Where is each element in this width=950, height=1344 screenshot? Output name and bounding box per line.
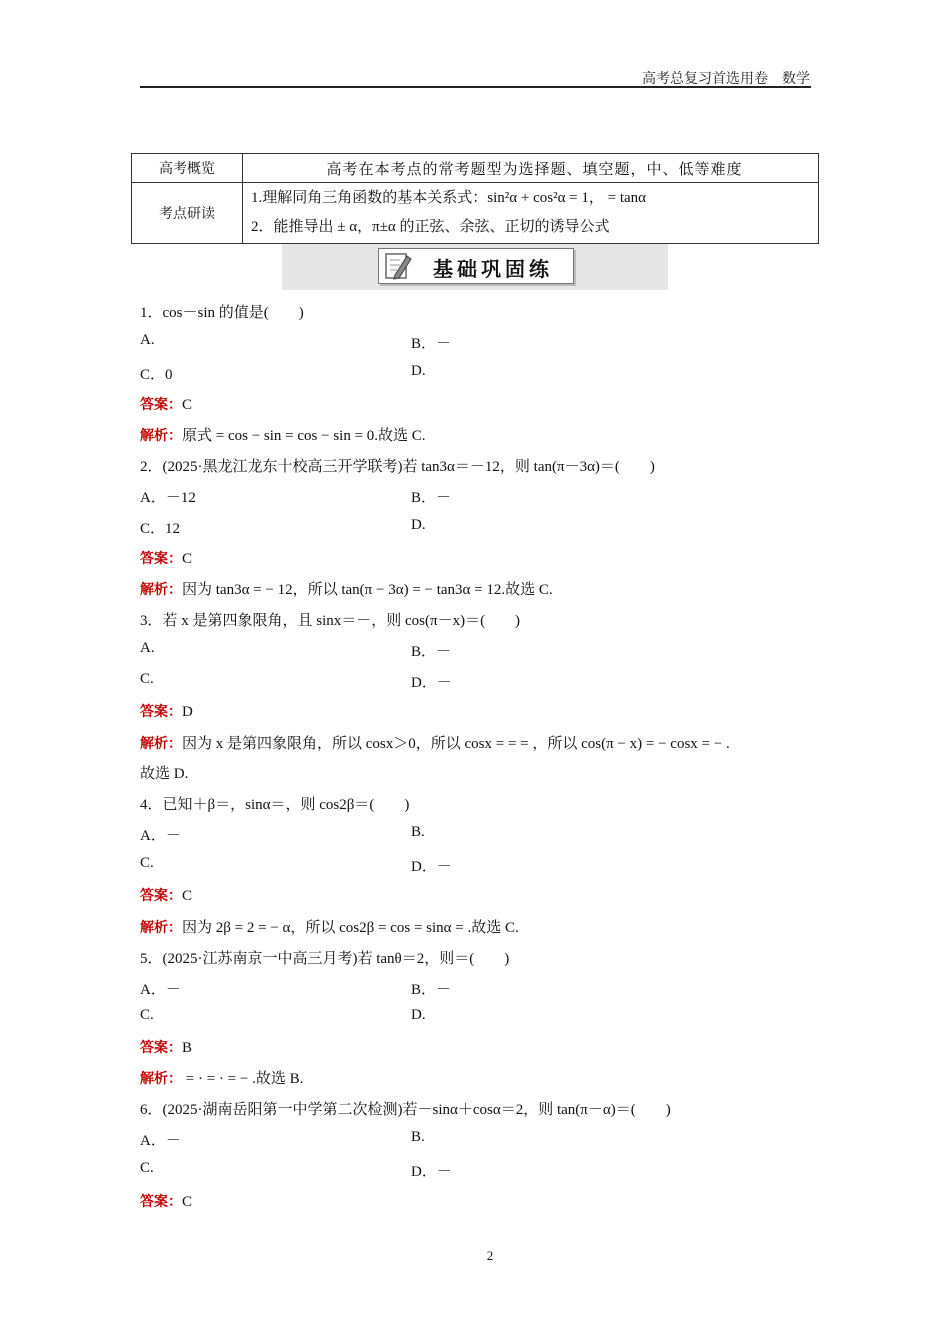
- question-5-answer: [140, 1037, 192, 1057]
- answer-value: C: [182, 397, 193, 413]
- overview-label-gaikao: 高考概览: [132, 154, 243, 183]
- answer-label: 答案：: [140, 888, 182, 904]
- section-banner: [282, 244, 668, 290]
- question-1-option-c: C．0: [140, 367, 173, 383]
- question-4-option-b: B.: [411, 824, 425, 840]
- question-6-option-a: A．－: [140, 1133, 181, 1149]
- header-rule: [140, 86, 811, 88]
- question-1-option-b: B．－: [411, 336, 452, 352]
- answer-label: 答案：: [140, 551, 182, 567]
- answer-value: C: [182, 1194, 193, 1210]
- answer-value: C: [182, 888, 193, 904]
- question-1-stem: 1．cos－sin 的值是( ): [140, 305, 304, 321]
- analysis-label: 解析：: [140, 920, 182, 936]
- analysis-label: 解析：: [140, 428, 182, 444]
- question-3-option-d: D．－: [411, 675, 452, 691]
- question-3-answer: [140, 701, 193, 721]
- pencil-note-icon: [383, 251, 413, 281]
- question-4-option-d: D．－: [411, 859, 452, 875]
- answer-value: D: [182, 704, 193, 720]
- overview-text-gaikao: 高考在本考点的常考题型为选择题、填空题，中、低等难度: [243, 154, 819, 183]
- question-3-option-c: C.: [140, 671, 154, 687]
- page-number: 2: [486, 1248, 494, 1263]
- question-1-option-d: D.: [411, 363, 426, 379]
- question-6-answer: [140, 1191, 192, 1211]
- question-6-option-d: D．－: [411, 1164, 452, 1180]
- question-5-option-d: D.: [411, 1007, 426, 1023]
- question-6-stem: 6．(2025·湖南岳阳第一中学第二次检测)若－sinα＋cosα＝2，则 tan(π－α)＝( ): [140, 1102, 671, 1118]
- analysis-label: 解析：: [140, 1071, 182, 1087]
- overview-label-kaodian: 考点研读: [132, 183, 243, 244]
- question-6-option-c: C.: [140, 1160, 154, 1176]
- answer-label: 答案：: [140, 1040, 182, 1056]
- question-2-option-c: C．12: [140, 521, 181, 537]
- answer-label: 答案：: [140, 704, 182, 720]
- analysis-label: 解析：: [140, 736, 182, 752]
- question-1-option-a: A.: [140, 332, 155, 348]
- question-3-analysis: [140, 732, 730, 753]
- header-title: 高考总复习首选用卷 数学: [642, 72, 810, 87]
- overview-line-1: 1.理解同角三角函数的基本关系式：sin²α + cos²α = 1， = tanα: [251, 190, 647, 206]
- question-4-stem: 4．已知＋β＝，sinα＝，则 cos2β＝( ): [140, 797, 410, 813]
- question-4-analysis: [140, 916, 519, 937]
- question-4-option-a: A．－: [140, 828, 181, 844]
- question-2-answer: [140, 548, 192, 568]
- question-1-analysis: [140, 424, 426, 445]
- answer-label: 答案：: [140, 397, 182, 413]
- question-2-stem: 2．(2025·黑龙江龙东十校高三开学联考)若 tan3α＝－12，则 tan(π－3α)＝( ): [140, 459, 655, 475]
- question-5-option-a: A．－: [140, 982, 181, 998]
- question-4-option-c: C.: [140, 855, 154, 871]
- question-3-analysis-cont: 故选 D.: [140, 766, 189, 782]
- question-3-stem: 3．若 x 是第四象限角，且 sinx＝－，则 cos(π－x)＝( ): [140, 613, 521, 629]
- overview-table: [131, 153, 819, 244]
- question-5-option-c: C.: [140, 1007, 154, 1023]
- analysis-text: 因为 2β = 2 = − α，所以 cos2β = cos = sinα = .故选 C.: [182, 920, 519, 936]
- banner-box: [378, 248, 574, 284]
- question-1-answer: [140, 394, 192, 414]
- question-5-stem: 5．(2025·江苏南京一中高三月考)若 tanθ＝2，则＝( ): [140, 951, 510, 967]
- question-3-option-b: B．－: [411, 644, 452, 660]
- analysis-text: 原式 = cos − sin = cos − sin = 0.故选 C.: [182, 428, 426, 444]
- banner-title: 基础巩固练: [433, 257, 553, 281]
- answer-label: 答案：: [140, 1194, 182, 1210]
- analysis-text: = · = · = − .故选 B.: [182, 1071, 304, 1087]
- question-6-option-b: B.: [411, 1129, 425, 1145]
- analysis-text: 因为 tan3α = − 12，所以 tan(π − 3α) = − tan3α = 12.故选 C.: [182, 582, 553, 598]
- question-2-analysis: [140, 578, 553, 599]
- question-2-option-d: D.: [411, 517, 426, 533]
- question-4-answer: [140, 885, 192, 905]
- question-5-analysis: [140, 1067, 303, 1088]
- answer-value: B: [182, 1040, 193, 1056]
- question-3-option-a: A.: [140, 640, 155, 656]
- answer-value: C: [182, 551, 193, 567]
- question-5-option-b: B．－: [411, 982, 452, 998]
- analysis-label: 解析：: [140, 582, 182, 598]
- analysis-text: 因为 x 是第四象限角，所以 cosx＞0，所以 cosx = = = ，所以 cos(π − x) = − cosx = − .: [182, 736, 730, 752]
- question-2-option-b: B．－: [411, 490, 452, 506]
- overview-line-2: 2．能推导出 ± α，π±α 的正弦、余弦、正切的诱导公式: [251, 219, 610, 235]
- question-2-option-a: A．－12: [140, 490, 196, 506]
